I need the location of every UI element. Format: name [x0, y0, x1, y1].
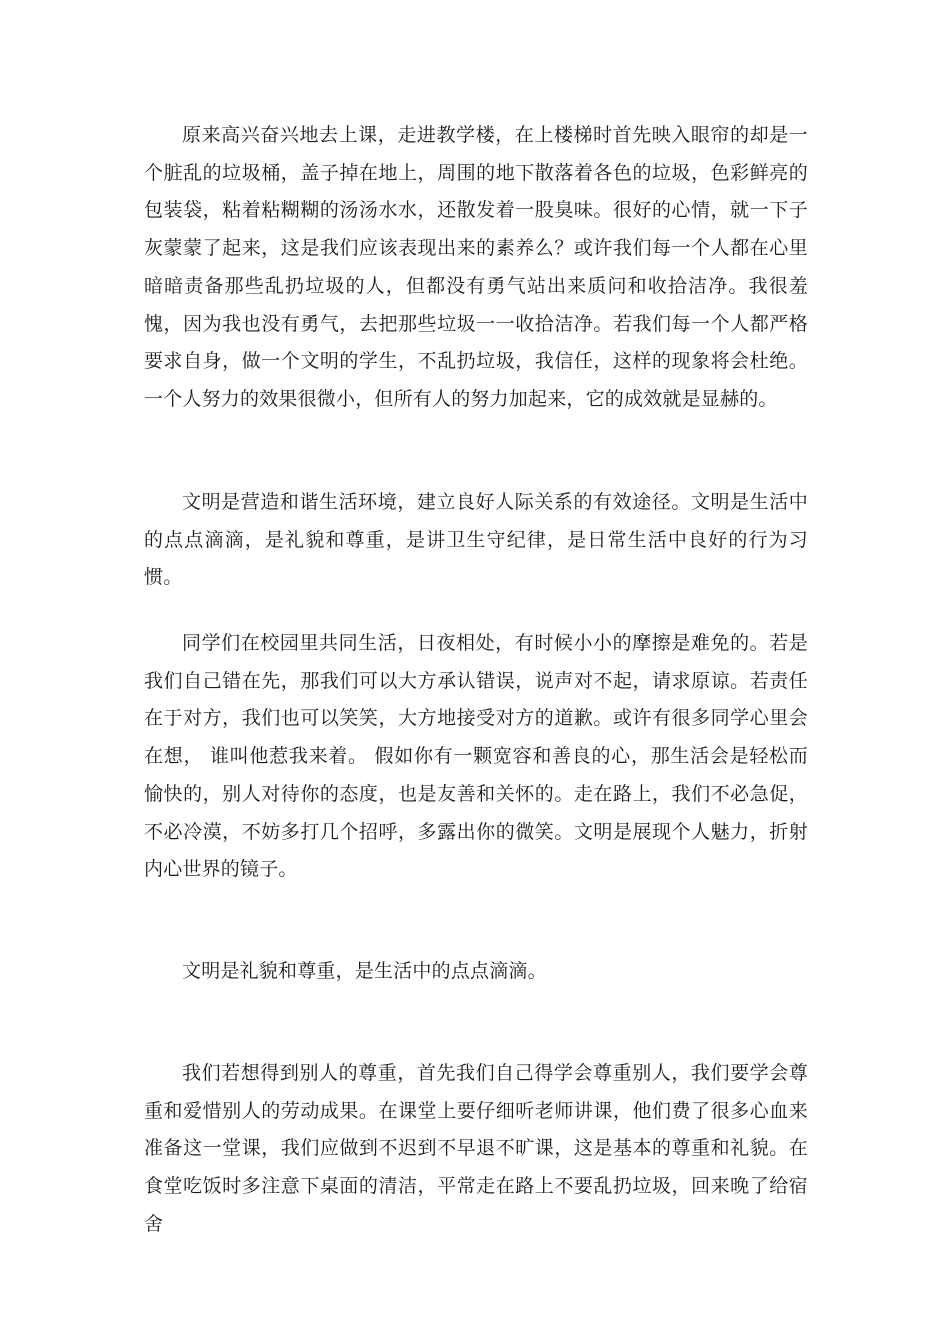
paragraph-litter: 原来高兴奋兴地去上课，走进教学楼，在上楼梯时首先映入眼帘的却是一个脏乱的垃圾桶，盖子掉在地上，周围的地下散落着各色的垃圾，色彩鲜亮的包装袋，粘着粘糊糊的汤汤水水，还散发着一股臭味。很好的心情，就一下子灰蒙蒙了起来，这是我们应该表现出来的素养么？或许我们每一个人都在心里暗暗责备那些乱扔垃圾的人，但都没有勇气站出来质问和收拾洁净。我很羞愧，因为我也没有勇气，去把那些垃圾一一收拾洁净。若我们每一个人都严格要求自身，做一个文明的学生，不乱扔垃圾，我信任，这样的现象将会杜绝。一个人努力的效果很微小，但所有人的努力加起来，它的成效就是显赫的。 [144, 124, 808, 410]
paragraph-classmates: 同学们在校园里共同生活，日夜相处，有时候小小的摩擦是难免的。若是我们自己错在先，那我们可以大方承认错误，说声对不起，请求原谅。若责任在于对方，我们也可以笑笑，大方地接受对方的道歉。或许有很多同学心里会在想， 谁叫他惹我来着。 假如你有一颗宽容和善良的心，那生活会是轻松而愉快的，别人对待你的态度，也是友善和关怀的。走在路上，我们不必急促，不必冷漠，不妨多打几个招呼，多露出你的微笑。文明是展现个人魅力，折射内心世界的镜子。 [144, 632, 808, 881]
paragraph-respect: 我们若想得到别人的尊重，首先我们自己得学会尊重别人，我们要学会尊重和爱惜别人的劳动成果。在课堂上要仔细听老师讲课，他们费了很多心血来准备这一堂课，我们应做到不迟到不早退不旷课，这是基本的尊重和礼貌。在食堂吃饭时多注意下桌面的清洁，平常走在路上不要乱扔垃圾，回来晚了给宿舍 [144, 1062, 808, 1235]
paragraph-civility-definition: 文明是营造和谐生活环境，建立良好人际关系的有效途径。文明是生活中的点点滴滴，是礼貌和尊重，是讲卫生守纪律，是日常生活中良好的行为习惯。 [144, 491, 808, 589]
paragraph-courtesy: 文明是礼貌和尊重，是生活中的点点滴滴。 [182, 960, 547, 982]
